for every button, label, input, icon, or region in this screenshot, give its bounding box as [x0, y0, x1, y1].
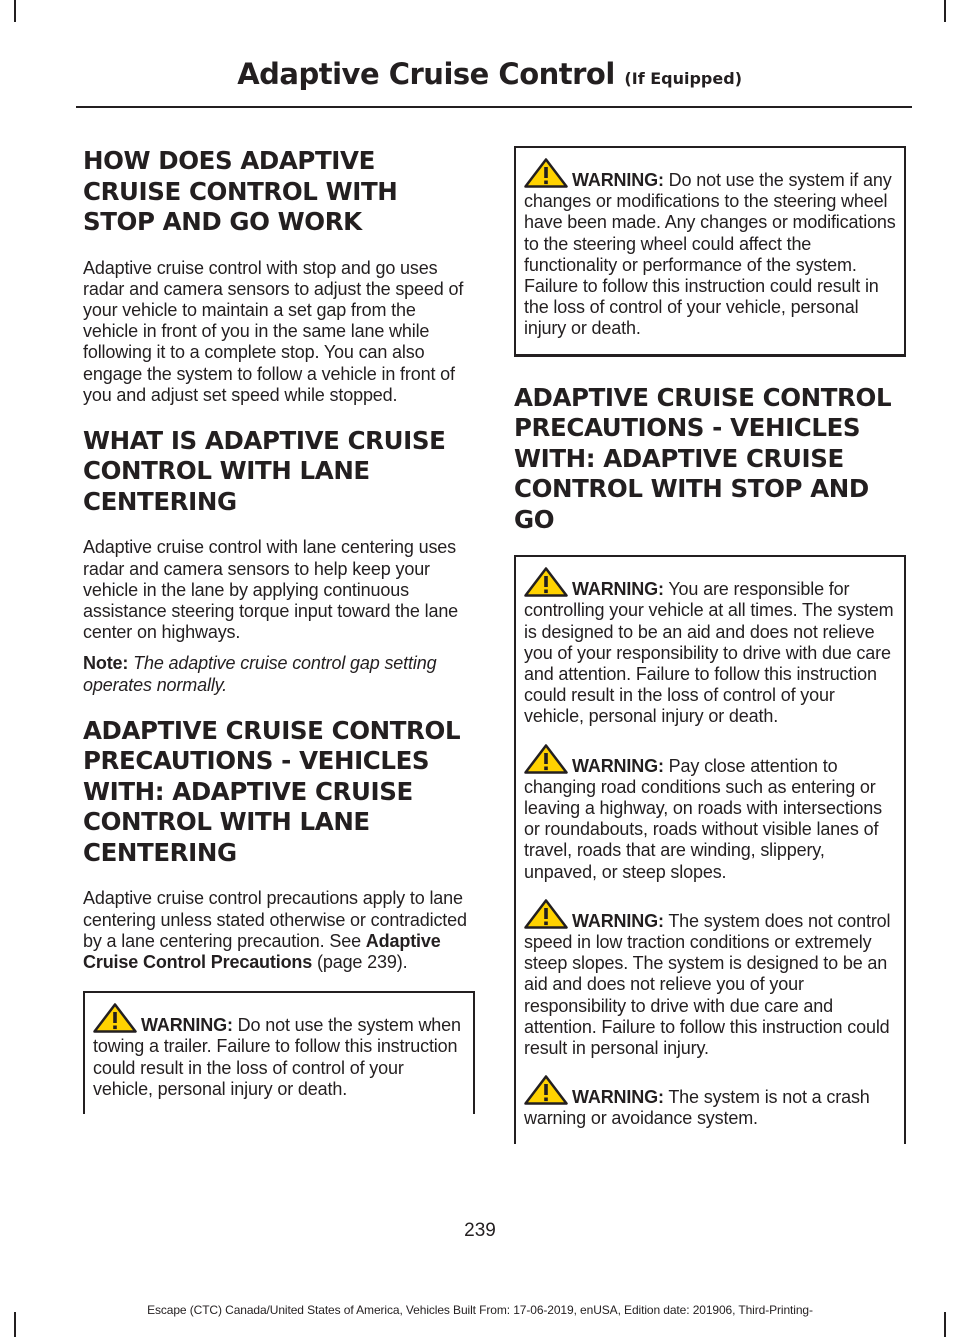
warning-text: Pay close attention to changing road conditions such as entering or leaving a highway, on roads with intersections or roundabouts, roads without visible lanes of travel, roads that are winding, slippery, unpaved, or steep slopes. — [524, 755, 882, 882]
warning-label: WARNING: — [572, 579, 664, 600]
warning-text: You are responsible for controlling your vehicle at all times. The system is designed to be an aid and does not relieve you of your responsibility to drive with due care and attention. Failure to follow this instruction could result in the loss of control of your vehicle, personal injury or death. — [524, 579, 894, 727]
warning-text: The system is not a crash warning or avoidance system. — [524, 1087, 870, 1129]
crop-mark-top-right — [944, 0, 946, 22]
crop-mark-top-left — [14, 0, 16, 22]
warning-triangle-icon — [524, 158, 568, 188]
warning-triangle-icon — [524, 744, 568, 774]
warning-label: WARNING: — [141, 1015, 233, 1036]
note-label: Note: — [83, 653, 129, 674]
paragraph-precautions-lane-centering — [83, 888, 475, 973]
note-text: The adaptive cruise control gap setting operates normally. — [83, 653, 437, 695]
warning-box-towing — [83, 991, 475, 1114]
warning-label: WARNING: — [572, 755, 664, 776]
paragraph-lane-centering: Adaptive cruise control with lane centering uses radar and camera sensors to help keep your vehicle in the lane by applying continuous assistance steering torque input toward the lane center on highways. — [83, 537, 459, 643]
header-subtitle: (If Equipped) — [624, 69, 742, 88]
warning-towing — [93, 1003, 465, 1100]
right-column — [514, 146, 906, 1164]
heading-precautions-stop-and-go: ADAPTIVE CRUISE CONTROL PRECAUTIONS - VEHICLES WITH: ADAPTIVE CRUISE CONTROL WITH STOP AND GO — [514, 382, 892, 534]
page-number: 239 — [464, 1220, 496, 1241]
page-header-title — [237, 57, 742, 91]
warning-road-conditions — [524, 744, 896, 883]
note — [83, 653, 475, 695]
paragraph-text-end: (page 239). — [312, 951, 408, 972]
header-title-text: Adaptive Cruise Control — [237, 57, 615, 91]
warning-label: WARNING: — [572, 1087, 664, 1108]
footer-text: Escape (CTC) Canada/United States of America, Vehicles Built From: 17-06-2019, enUSA, Edition date: 201906, Third-Printing- — [147, 1303, 813, 1317]
warning-box-stop-and-go — [514, 555, 906, 1143]
left-column — [83, 146, 475, 1134]
warning-responsibility — [524, 567, 896, 727]
paragraph-stop-and-go: Adaptive cruise control with stop and go uses radar and camera sensors to adjust the speed of your vehicle to maintain a set gap from the vehicle in front of you in the same lane while following it to a complete stop. You can also engage the system to follow a vehicle in front of you and adjust set speed while stopped. — [83, 257, 464, 405]
heading-precautions-lane-centering: ADAPTIVE CRUISE CONTROL PRECAUTIONS - VEHICLES WITH: ADAPTIVE CRUISE CONTROL WITH LANE CENTERING — [83, 715, 461, 867]
warning-label: WARNING: — [572, 170, 664, 190]
paragraph-text-start: Adaptive cruise control precautions apply to lane centering unless stated otherwise or contradicted by a lane centering precaution. See — [83, 888, 467, 951]
warning-triangle-icon — [524, 899, 568, 929]
warning-not-crash-system — [524, 1075, 896, 1129]
warning-steering-wheel — [524, 158, 896, 340]
warning-triangle-icon — [93, 1003, 137, 1033]
warning-text: Do not use the system if any changes or modifications to the steering wheel have been made. Any changes or modifications to the steering wheel could affect the functionality or performance of the system. Failure to follow this instruction could result in the loss of control of your vehicle, personal injury or death. — [524, 170, 896, 339]
warning-box-steering-wheel — [514, 146, 906, 357]
warning-text: The system does not control speed in low traction conditions or extremely steep slopes. The system is designed to be an aid and does not relieve you of your responsibility to drive with due care and attention. Failure to follow this instruction could result in personal injury. — [524, 910, 891, 1058]
warning-triangle-icon — [524, 567, 568, 597]
header-rule — [76, 106, 912, 108]
warning-label: WARNING: — [572, 910, 664, 931]
warning-text: Do not use the system when towing a trailer. Failure to follow this instruction could result in the loss of control of your vehicle, personal injury or death. — [93, 1015, 461, 1099]
warning-triangle-icon — [524, 1075, 568, 1105]
warning-traction — [524, 899, 896, 1059]
cross-reference-link[interactable]: Adaptive Cruise Control Precautions — [83, 930, 441, 972]
heading-lane-centering: WHAT IS ADAPTIVE CRUISE CONTROL WITH LANE CENTERING — [83, 425, 446, 516]
heading-stop-and-go: HOW DOES ADAPTIVE CRUISE CONTROL WITH STOP AND GO WORK — [83, 146, 398, 236]
